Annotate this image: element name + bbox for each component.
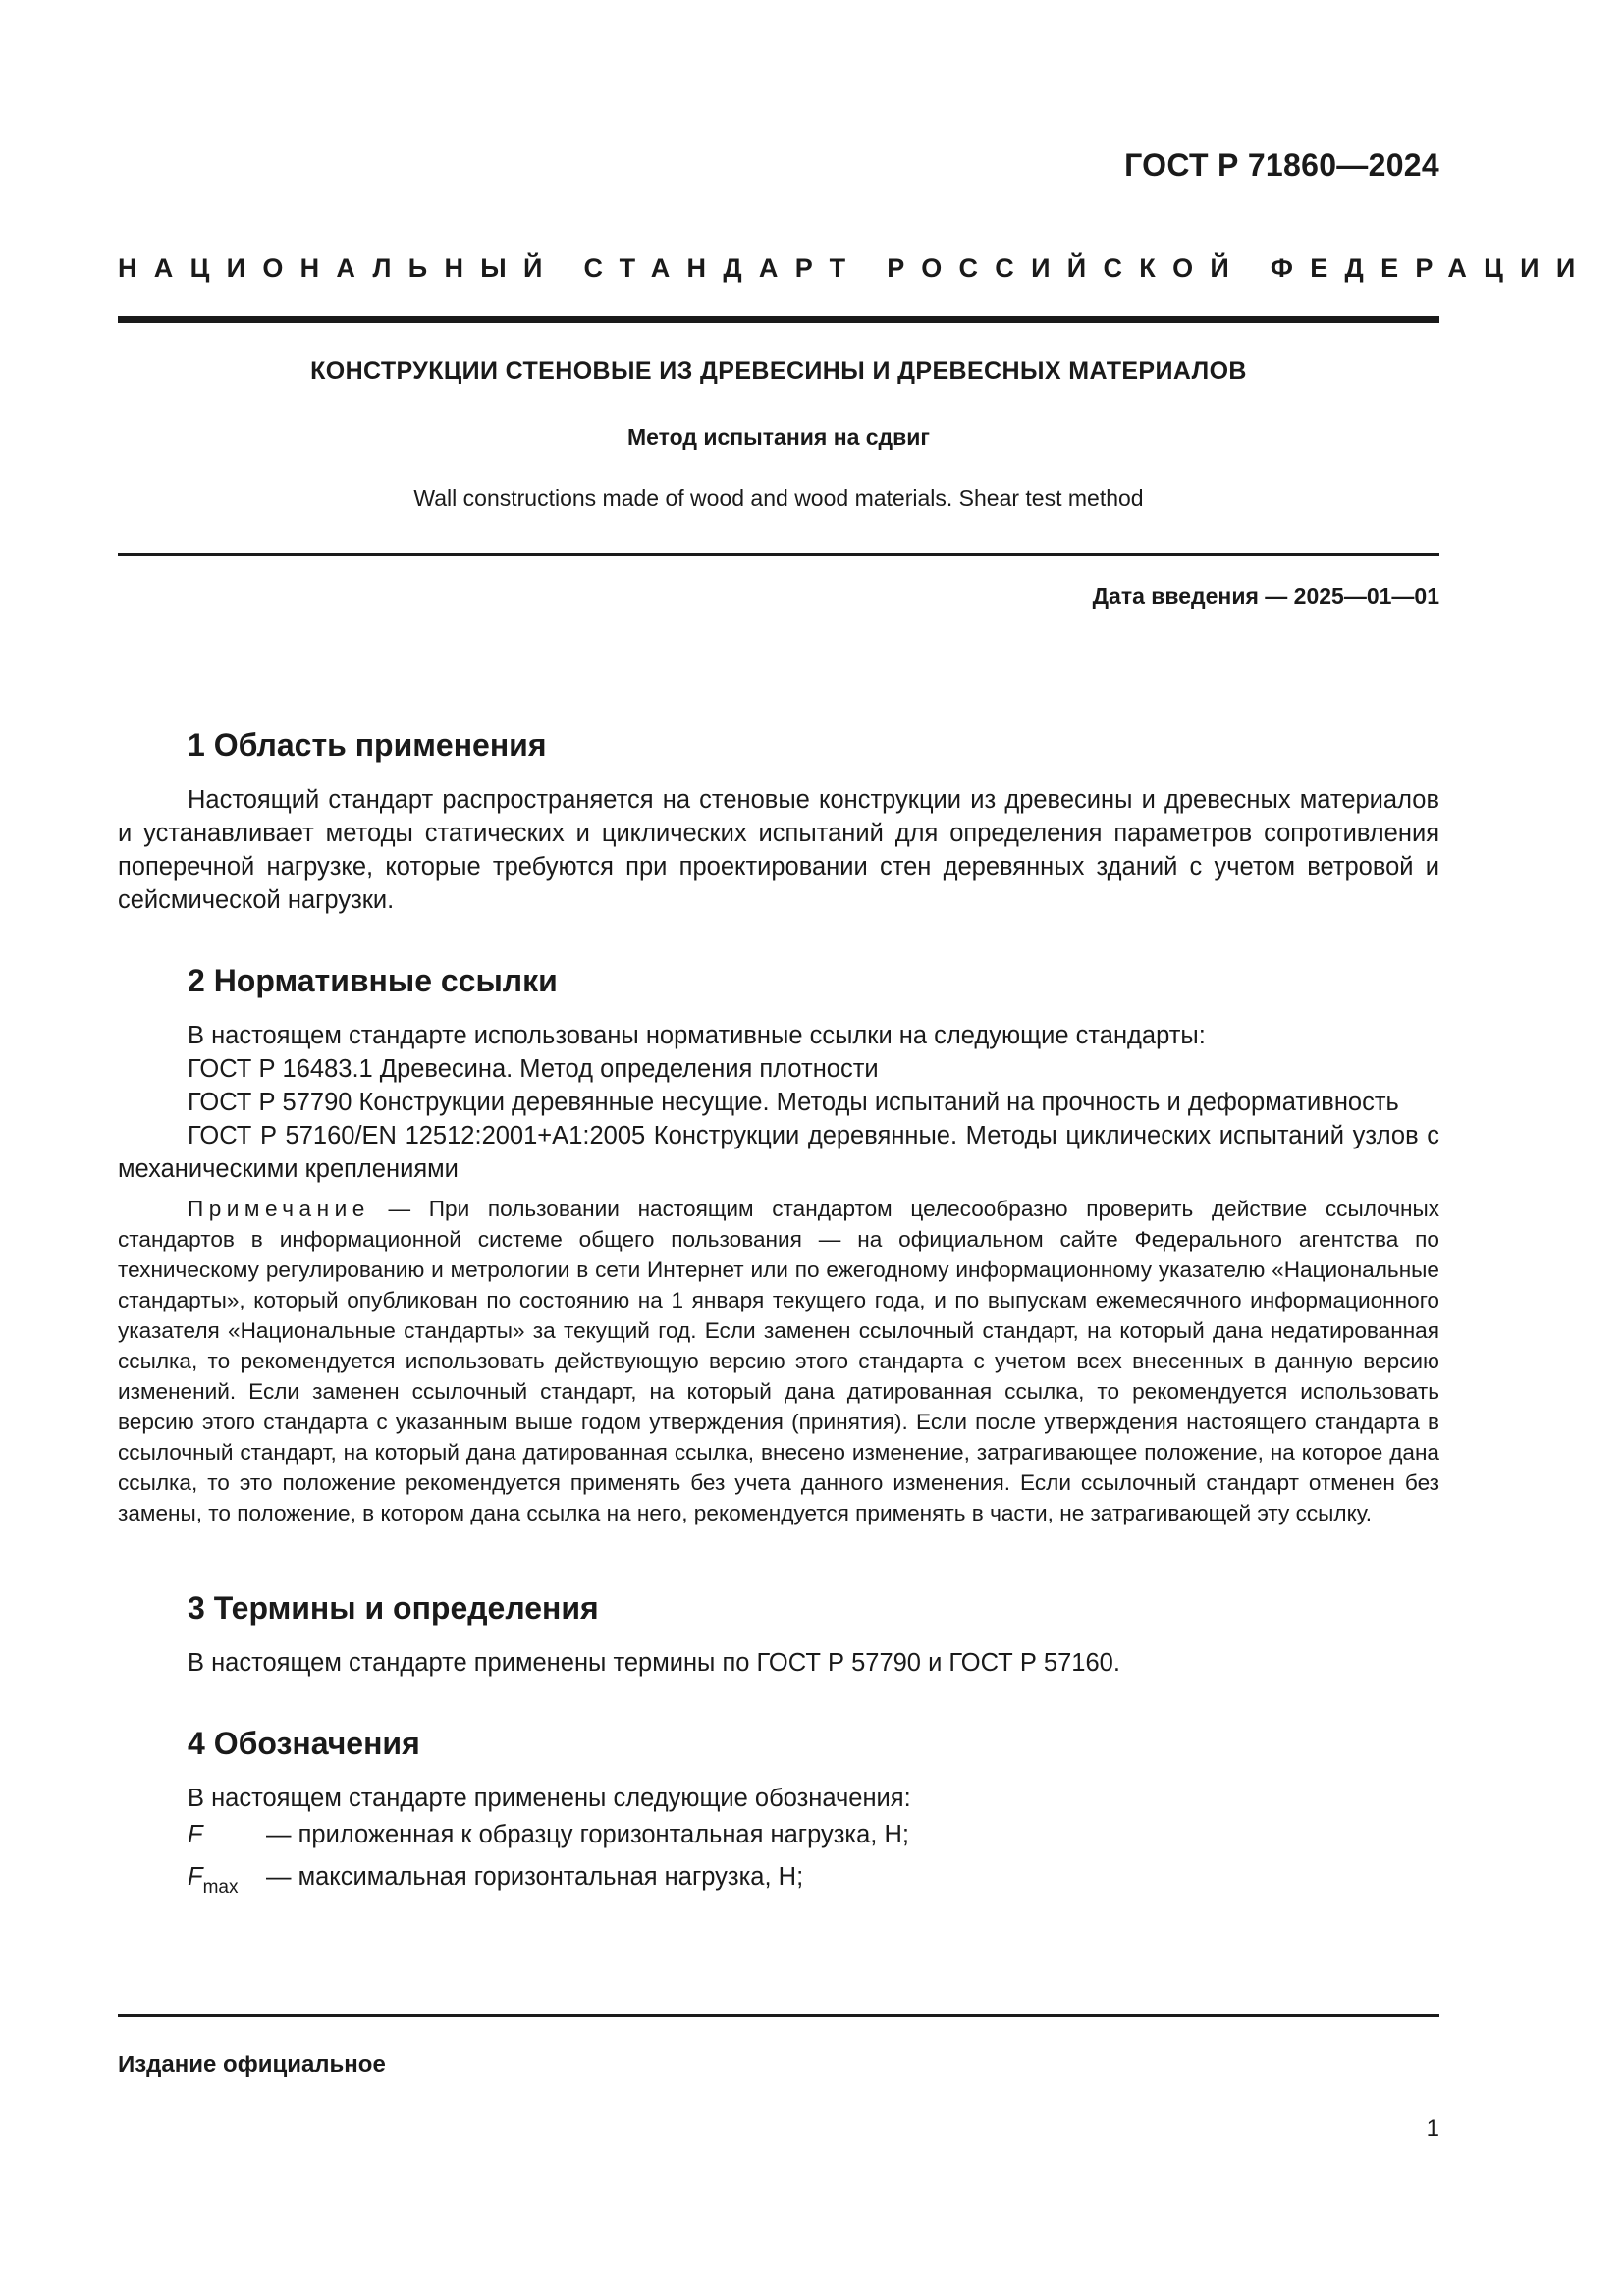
section-heading: 4 Обозначения [188, 1726, 420, 1761]
footer-divider [118, 2014, 1439, 2017]
standard-subtitle: Метод испытания на сдвиг [626, 424, 931, 450]
section-paragraph: В настоящем стандарте применены следующие обозначения: [188, 1785, 911, 1812]
introduction-date: Дата введения — 2025—01—01 [1092, 583, 1439, 609]
section-references [118, 960, 1439, 1528]
header-divider-thick [118, 316, 1439, 323]
symbol-description: — максимальная горизонтальная нагрузка, Н; [266, 1863, 804, 1891]
section-paragraph: Настоящий стандарт распространяется на стеновые конструкции из древесины и древесных материалов и устанавливает методы статических и циклических испытаний для определения параметров сопротивления поперечной нагрузке, которые требуются при проектировании стен деревянных зданий с учетом ветровой и сейсмической нагрузки. [118, 786, 1439, 914]
section-terms [118, 1587, 1439, 1680]
standard-title: КОНСТРУКЦИИ СТЕНОВЫЕ ИЗ ДРЕВЕСИНЫ И ДРЕВЕСНЫХ МАТЕРИАЛОВ [310, 357, 1247, 385]
reference-item: ГОСТ Р 16483.1 Древесина. Метод определения плотности [188, 1055, 879, 1083]
document-number: ГОСТ Р 71860—2024 [1124, 147, 1439, 183]
section-heading: 2 Нормативные ссылки [188, 963, 558, 998]
section-symbols [118, 1723, 1439, 1899]
reference-note [118, 1194, 1439, 1528]
title-divider [118, 553, 1439, 556]
section-paragraph: В настоящем стандарте применены термины по ГОСТ Р 57790 и ГОСТ Р 57160. [188, 1649, 1120, 1677]
symbol-name: $F_{max}$ [188, 1863, 239, 1897]
section-paragraph: В настоящем стандарте использованы нормативные ссылки на следующие стандарты: [188, 1022, 1206, 1049]
symbol-row [188, 1857, 1439, 1899]
symbol-description: — приложенная к образцу горизонтальная нагрузка, Н; [266, 1821, 909, 1848]
note-label: Примечание [188, 1197, 370, 1221]
english-title: Wall constructions made of wood and wood materials. Shear test method [413, 485, 1144, 510]
document-body [118, 724, 1439, 1899]
section-heading: 1 Область применения [188, 727, 547, 763]
section-heading: 3 Термины и определения [188, 1590, 599, 1626]
symbol-list [118, 1815, 1439, 1899]
official-edition-label: Издание официальное [118, 2052, 386, 2078]
section-scope [118, 724, 1439, 917]
symbol-row [188, 1815, 1439, 1857]
national-standard-title: НАЦИОНАЛЬНЫЙ СТАНДАРТ РОССИЙСКОЙ ФЕДЕРАЦИИ [118, 253, 1593, 283]
symbol-name: F [188, 1821, 203, 1848]
reference-item: ГОСТ Р 57790 Конструкции деревянные несущие. Методы испытаний на прочность и деформативность [188, 1089, 1399, 1116]
page-number: 1 [1426, 2115, 1439, 2142]
note-text: — При пользовании настоящим стандартом целесообразно проверить действие ссылочных стандартов в информационной системе общего пользования — на официальном сайте Федерального агентства по техническому регулированию и метрологии в сети Интернет или по ежегодному информационному указателю «Национальные стандарты», который опубликован по состоянию на 1 января текущего года, и по выпускам ежемесячного информационного указателя «Национальные стандарты» за текущий год. Если заменен ссылочный стандарт, на который дана недатированная ссылка, то рекомендуется использовать действующую версию этого стандарта с учетом всех внесенных в данную версию изменений. Если заменен ссылочный стандарт, на который дана датированная ссылка, то рекомендуется использовать версию этого стандарта с указанным выше годом утверждения (принятия). Если после утверждения настоящего стандарта в ссылочный стандарт, на который дана датированная ссылка, внесено изменение, затрагивающее положение, на которое дана ссылка, то это положение рекомендуется применять без учета данного изменения. Если ссылочный стандарт отменен без замены, то положение, в котором дана ссылка на него, рекомендуется применять в части, не затрагивающей эту ссылку. [118, 1197, 1439, 1525]
reference-item: ГОСТ Р 57160/EN 12512:2001+A1:2005 Конструкции деревянные. Методы циклических испытаний узлов с механическими креплениями [118, 1122, 1439, 1183]
